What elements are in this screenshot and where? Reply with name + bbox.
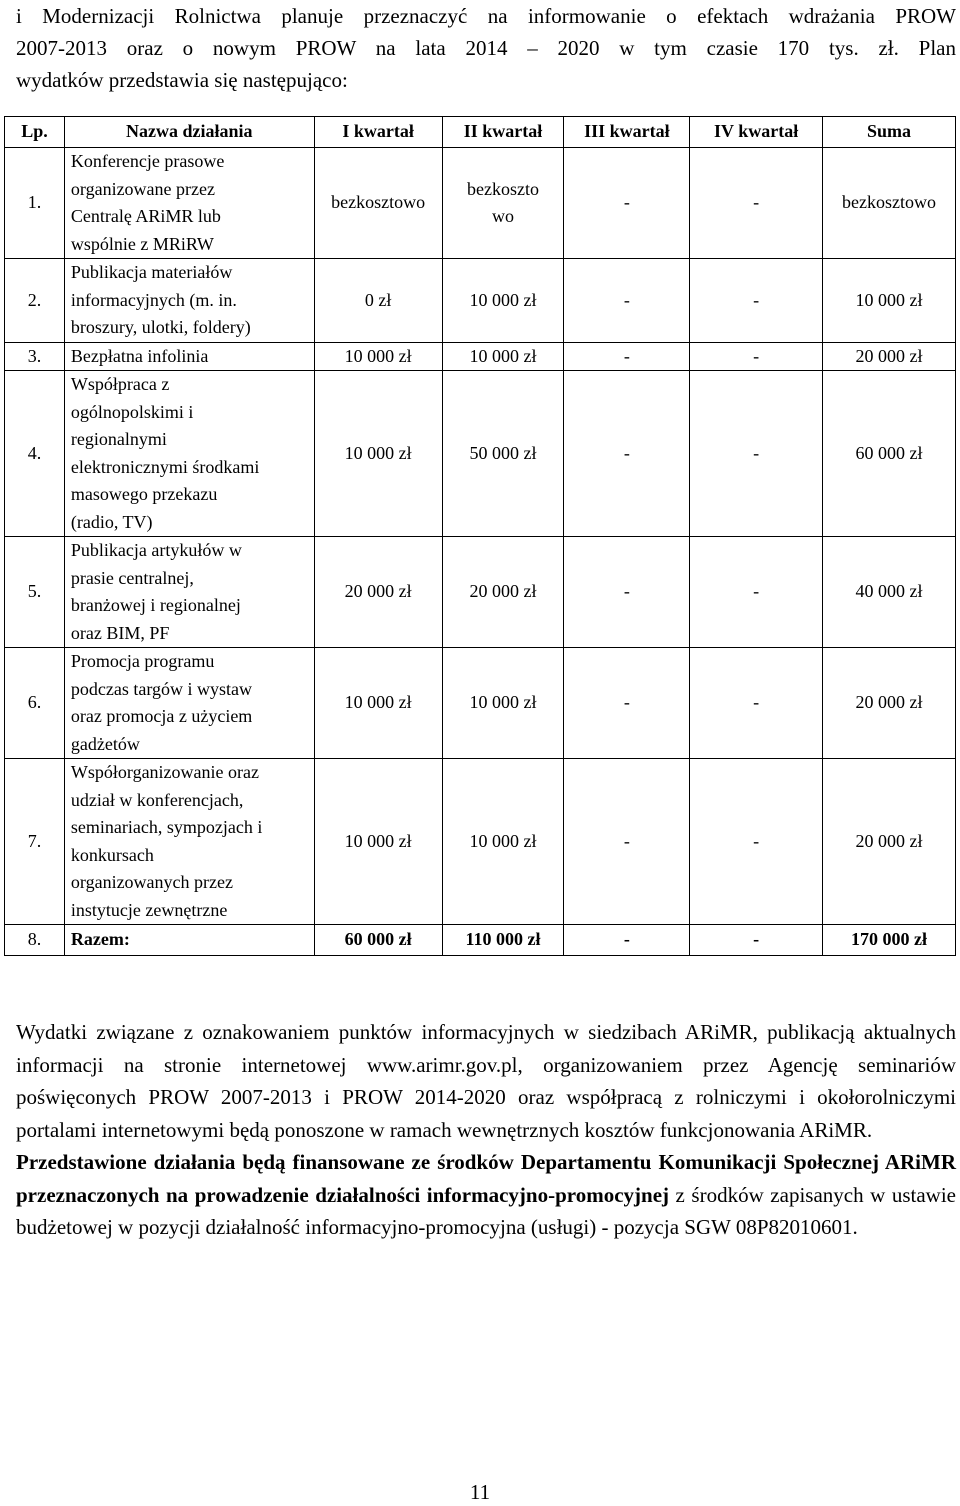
table-row	[5, 148, 956, 259]
row-q1: 0 zł	[314, 259, 442, 343]
header-name: Nazwa działania	[64, 117, 314, 148]
table-row	[5, 342, 956, 371]
row-q3: -	[564, 371, 690, 537]
row-q3: -	[564, 342, 690, 371]
row-name-line: Centralę ARiMR lub	[70, 206, 221, 226]
row-q2: 10 000 zł	[442, 648, 564, 759]
row-q2: 20 000 zł	[442, 537, 564, 648]
closing-paragraph-2-bold: Przedstawione działania będą finansowane ze środków Departamentu Komunikacji Społecznej ARiMR przeznaczonych na prowadzenie działalności informacyjno-promocyjnej	[16, 1150, 956, 1207]
row-name-line: Konferencje prasowe	[70, 151, 225, 171]
row-sum: 170 000 zł	[823, 925, 956, 956]
row-name-line: broszury, ulotki, foldery)	[70, 317, 251, 337]
row-q4: -	[690, 371, 823, 537]
row-q3: -	[564, 648, 690, 759]
row-name	[64, 537, 314, 648]
table-header-row	[5, 117, 956, 148]
row-sum: 20 000 zł	[823, 759, 956, 925]
row-sum: 20 000 zł	[823, 342, 956, 371]
header-q1: I kwartał	[314, 117, 442, 148]
row-name-line: Współpraca z	[70, 374, 170, 394]
row-name-line: (radio, TV)	[70, 511, 153, 532]
intro-line: 2007-2013 oraz o nowym PROW na lata 2014 – 2020 w tym czasie 170 tys. zł. Plan	[16, 36, 956, 60]
row-q2-line: wo	[491, 206, 514, 226]
row-q2: 10 000 zł	[442, 259, 564, 343]
row-q2: 10 000 zł	[442, 759, 564, 925]
row-name-line: organizowanych przez	[70, 872, 233, 892]
page-number: 11	[469, 1480, 491, 1504]
row-q4: -	[690, 342, 823, 371]
row-sum: bezkosztowo	[823, 148, 956, 259]
table-row	[5, 648, 956, 759]
header-lp: Lp.	[5, 117, 65, 148]
row-name-line: Publikacja artykułów w	[70, 540, 242, 560]
row-name-line: oraz BIM, PF	[70, 622, 170, 643]
row-q3: -	[564, 925, 690, 956]
header-q3: III kwartał	[564, 117, 690, 148]
row-q4: -	[690, 648, 823, 759]
row-lp: 7.	[5, 759, 65, 925]
row-name-line: Promocja programu	[70, 651, 215, 671]
row-name	[64, 259, 314, 343]
row-q2: 110 000 zł	[442, 925, 564, 956]
row-q3: -	[564, 148, 690, 259]
row-q2: 10 000 zł	[442, 342, 564, 371]
row-name-line: instytucje zewnętrzne	[70, 899, 228, 920]
row-lp: 3.	[5, 342, 65, 371]
row-name-line: regionalnymi	[70, 429, 167, 449]
row-q1: 10 000 zł	[314, 342, 442, 371]
row-lp: 8.	[5, 925, 65, 956]
row-q3: -	[564, 537, 690, 648]
row-sum: 60 000 zł	[823, 371, 956, 537]
row-name-line: branżowej i regionalnej	[70, 595, 241, 615]
row-name-line: wspólnie z MRiRW	[70, 233, 214, 254]
row-lp: 5.	[5, 537, 65, 648]
closing-paragraph-2	[16, 1146, 956, 1244]
row-name-line: ogólnopolskimi i	[70, 401, 194, 422]
header-q4: IV kwartał	[690, 117, 823, 148]
row-q4: -	[690, 759, 823, 925]
closing-paragraph-1: Wydatki związane z oznakowaniem punktów informacyjnych w siedzibach ARiMR, publikacją aktualnych informacji na stronie internetowej www.arimr.gov.pl, organizowaniem przez Agencję seminariów poświęconych PROW 2007-2013 i PROW 2014-2020 oraz współpracą z rolniczymi i okołorolniczymi portalami internetowymi będą ponoszone w ramach wewnętrznych kosztów funkcjonowania ARiMR.	[16, 1020, 956, 1142]
row-q2: 50 000 zł	[442, 371, 564, 537]
table-row	[5, 759, 956, 925]
row-q4: -	[690, 925, 823, 956]
row-name: Razem:	[64, 925, 314, 956]
row-q1: 20 000 zł	[314, 537, 442, 648]
row-q1: 10 000 zł	[314, 759, 442, 925]
row-q1: 10 000 zł	[314, 371, 442, 537]
table-row	[5, 537, 956, 648]
table-row	[5, 371, 956, 537]
row-q2-line: bezkoszto	[467, 178, 539, 199]
row-lp: 2.	[5, 259, 65, 343]
header-q2: II kwartał	[442, 117, 564, 148]
budget-table	[4, 116, 956, 956]
intro-text	[16, 0, 956, 96]
row-name-line: gadżetów	[70, 733, 140, 754]
row-name	[64, 342, 314, 371]
row-name-line: udział w konferencjach,	[70, 789, 244, 810]
row-sum: 40 000 zł	[823, 537, 956, 648]
row-sum: 20 000 zł	[823, 648, 956, 759]
row-name	[64, 759, 314, 925]
row-q4: -	[690, 537, 823, 648]
row-lp: 4.	[5, 371, 65, 537]
table-row	[5, 259, 956, 343]
closing-paragraph-2-rest: z środków zapisanych w ustawie budżetowej w pozycji działalność informacyjno-promocyjna (usługi) - pozycja SGW 08P82010601.	[16, 1182, 956, 1239]
row-name-line: konkursach	[70, 844, 154, 865]
row-lp: 6.	[5, 648, 65, 759]
row-name-line: informacyjnych (m. in.	[70, 289, 237, 310]
row-name-line: Publikacja materiałów	[70, 262, 233, 282]
table-total-row	[5, 925, 956, 956]
row-name-line: podczas targów i wystaw	[70, 678, 253, 699]
row-name	[64, 148, 314, 259]
row-lp: 1.	[5, 148, 65, 259]
row-name-line: prasie centralnej,	[70, 567, 194, 588]
row-q1: bezkosztowo	[314, 148, 442, 259]
header-sum: Suma	[823, 117, 956, 148]
row-q4: -	[690, 259, 823, 343]
closing-text	[16, 1016, 956, 1244]
row-name-line: seminariach, sympozjach i	[70, 817, 263, 837]
row-q3: -	[564, 259, 690, 343]
row-name-line: organizowane przez	[70, 178, 215, 199]
row-sum: 10 000 zł	[823, 259, 956, 343]
row-name-line: elektronicznymi środkami	[70, 456, 260, 477]
intro-line: i Modernizacji Rolnictwa planuje przeznaczyć na informowanie o efektach wdrażania PROW	[16, 4, 956, 28]
row-name-line: Współorganizowanie oraz	[70, 762, 260, 782]
row-q1: 10 000 zł	[314, 648, 442, 759]
row-name	[64, 648, 314, 759]
intro-line: wydatków przedstawia się następująco:	[16, 68, 348, 92]
row-q2	[442, 148, 564, 259]
row-q3: -	[564, 759, 690, 925]
row-name-line: oraz promocja z użyciem	[70, 706, 253, 726]
row-name-line: Bezpłatna infolinia	[70, 345, 209, 366]
row-q1: 60 000 zł	[314, 925, 442, 956]
row-name	[64, 371, 314, 537]
row-name-line: masowego przekazu	[70, 484, 218, 504]
row-q4: -	[690, 148, 823, 259]
